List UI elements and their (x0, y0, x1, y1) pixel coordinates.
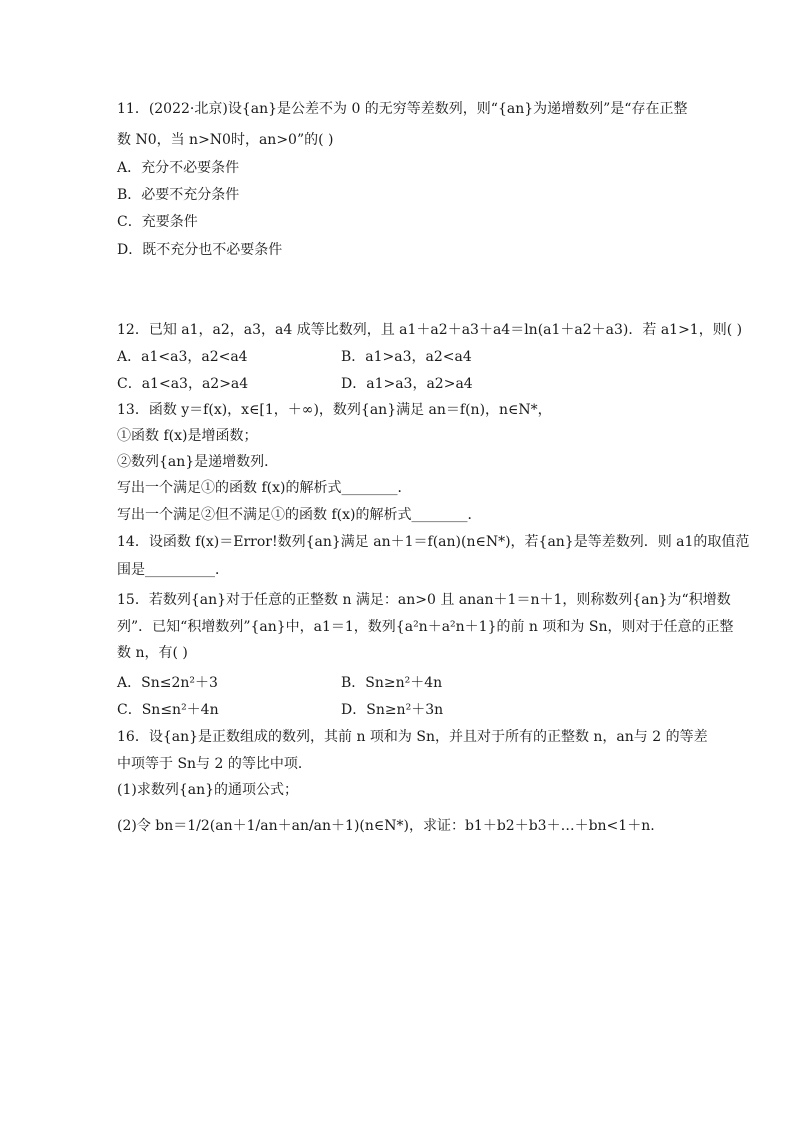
q13-line4: 写出一个满足①的函数 f(x)的解析式________． (117, 480, 412, 496)
q15-line2: 列”．已知“积增数列”{an}中，a1＝1，数列{a²n＋a²n＋1}的前 n 项和为 Sn，则对于任意的正整 (117, 619, 734, 635)
q12-option-d: D．a1>a3，a2>a4 (341, 376, 473, 392)
q11-line2-text: 数 N0，当 n>N0时，an>0”的( ) (117, 132, 334, 148)
q16-line4: (2)令 bn＝1/2(an＋1/an＋an/an＋1)(n∈N*)，求证：b1＋b2＋b3＋…＋bn<1＋n. (117, 818, 655, 834)
q13-line2: ①函数 f(x)是增函数； (117, 428, 258, 444)
q12-option-a: A．a1<a3，a2<a4 (117, 349, 248, 365)
q16-line1: 16．设{an}是正数组成的数列，其前 n 项和为 Sn，并且对于所有的正整数 n，an与 2 的等差 (117, 729, 708, 745)
q11-line1-text: 11．(2022·北京)设{an}是公差不为 0 的无穷等差数列，则“{an}为递增数列”是“存在正整 (117, 101, 688, 117)
q12-line1: 12．已知 a1，a2，a3，a4 成等比数列，且 a1＋a2＋a3＋a4＝ln(a1＋a2＋a3)．若 a1>1，则( ) (117, 322, 743, 338)
q11-line1 (117, 99, 687, 119)
q12-option-c: C．a1<a3，a2>a4 (117, 376, 249, 392)
q16-line3: (1)求数列{an}的通项公式； (117, 782, 299, 798)
q14-line1: 14．设函数 f(x)＝Error!数列{an}满足 an＋1＝f(an)(n∈N*)，若{an}是等差数列．则 a1的取值范 (117, 534, 750, 550)
q11-option-d: D．既不充分也不必要条件 (117, 242, 283, 258)
q15-option-c: C．Sn≤n²＋4n (117, 702, 219, 718)
q13-line5: 写出一个满足②但不满足①的函数 f(x)的解析式________． (117, 507, 482, 523)
q13-line1: 13．函数 y＝f(x)，x∈[1，＋∞)，数列{an}满足 an＝f(n)，n∈N*， (117, 402, 552, 418)
q11-option-a: A．充分不必要条件 (117, 160, 240, 176)
q16-line2: 中项等于 Sn与 2 的等比中项． (117, 756, 312, 772)
q15-line1: 15．若数列{an}对于任意的正整数 n 满足：an>0 且 anan＋1＝n＋1，则称数列{an}为“积增数 (117, 592, 731, 608)
q15-option-b: B．Sn≥n²＋4n (341, 675, 443, 691)
q11-option-b: B．必要不充分条件 (117, 187, 240, 203)
q12-option-b: B．a1>a3，a2<a4 (341, 349, 472, 365)
q15-option-d: D．Sn≥n²＋3n (341, 702, 444, 718)
q13-line3: ②数列{an}是递增数列． (117, 454, 279, 470)
q14-line2: 围是__________． (117, 562, 229, 578)
q15-option-a: A．Sn≤2n²＋3 (117, 675, 218, 691)
q11-line2 (117, 130, 334, 150)
q11-option-c: C．充要条件 (117, 214, 198, 230)
q15-line3: 数 n，有( ) (117, 645, 188, 661)
